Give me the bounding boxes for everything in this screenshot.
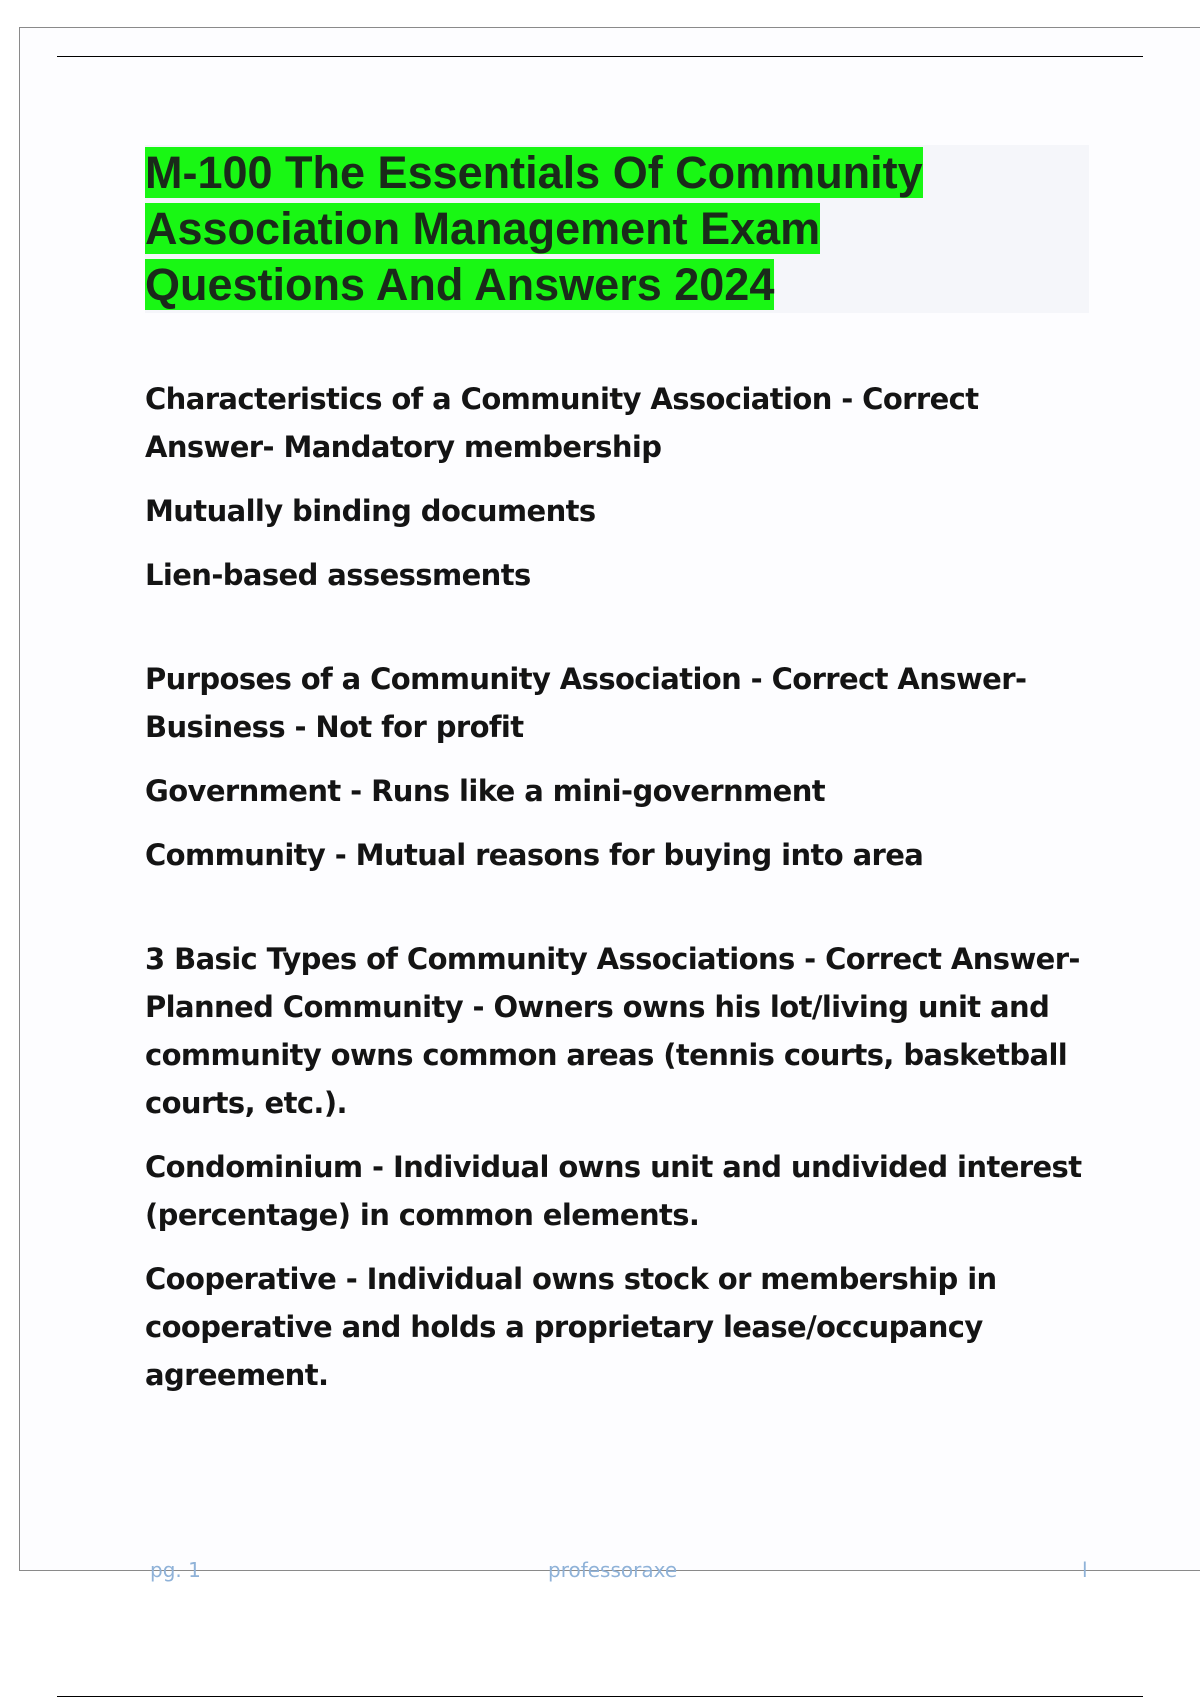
qa-paragraph: Cooperative - Individual owns stock or membership in cooperative and holds a proprietary lease/occupancy agreement. [145,1262,997,1392]
qa-item-types [145,935,1095,1399]
qa-paragraph: Government - Runs like a mini-government [145,774,826,808]
footer-page-number: pg. 1 [150,1558,201,1582]
qa-paragraph: Purposes of a Community Association - Correct Answer- Business - Not for profit [145,662,1027,744]
title-block [145,145,1089,313]
qa-paragraph: Community - Mutual reasons for buying into area [145,838,924,872]
top-rule [57,56,1143,57]
qa-paragraph: 3 Basic Types of Community Associations - Correct Answer- Planned Community - Owners owns his lot/living unit and community owns common areas (tennis courts, basketball courts, etc.). [145,942,1080,1120]
qa-paragraph: Characteristics of a Community Association - Correct Answer- Mandatory membership [145,382,979,464]
qa-paragraph: Mutually binding documents [145,494,596,528]
footer-marker: l [1082,1558,1088,1582]
title-line-3: Questions And Answers 2024 [145,259,775,310]
qa-item-purposes [145,655,1095,879]
document-title [145,145,1089,313]
qa-content [145,375,1095,1455]
footer-author: professoraxe [548,1558,678,1582]
qa-paragraph: Lien-based assessments [145,558,531,592]
title-line-1: M-100 The Essentials Of Community [145,147,923,198]
qa-paragraph: Condominium - Individual owns unit and undivided interest (percentage) in common elements. [145,1150,1082,1232]
title-line-2: Association Management Exam [145,203,821,254]
bottom-rule [57,1696,1143,1697]
qa-item-characteristics [145,375,1095,599]
